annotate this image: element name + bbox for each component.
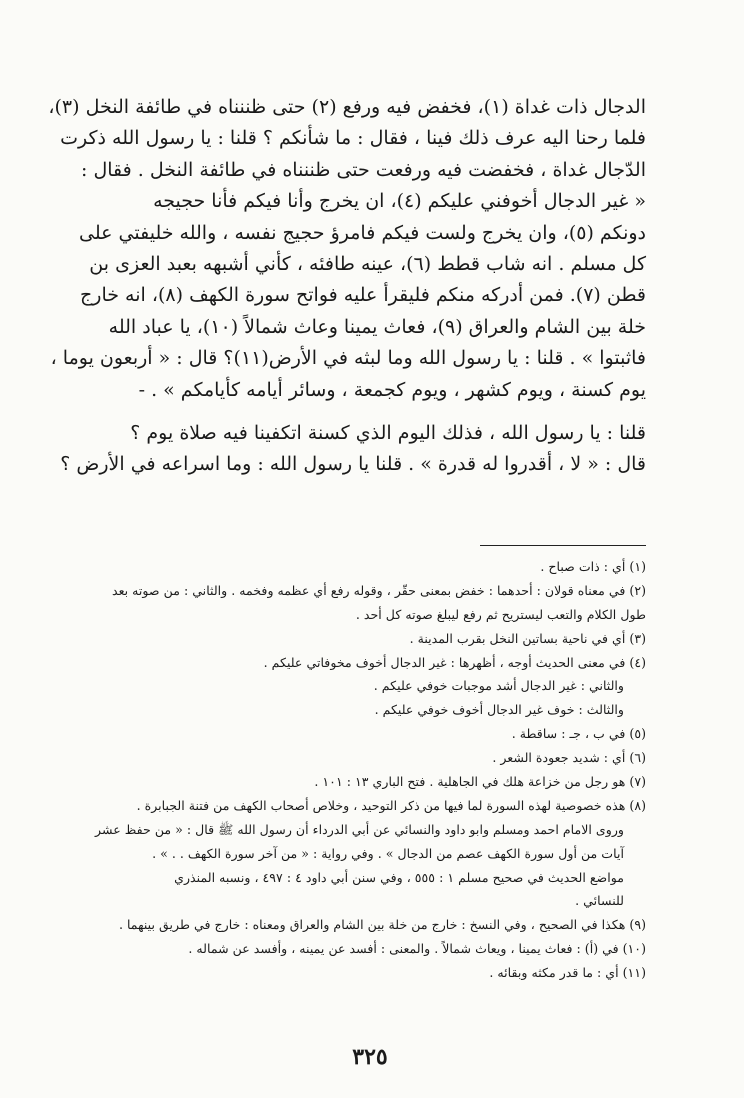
page-number: ٣٢٥: [352, 1044, 388, 1070]
text-line: الدّجال غداة ، فخفضت فيه ورفعت حتى ظننناه في طائفة النخل . فقال :: [81, 158, 646, 181]
text-line: يوم كسنة ، ويوم كشهر ، ويوم كجمعة ، وسائر أيامه كأيامكم » . -: [138, 378, 646, 401]
footnote-line: طول الكلام والتعب ليستريح ثم رفع ليبلغ صوته كل أحد .: [355, 606, 646, 622]
footnote-line: (٤) في معنى الحديث أوجه ، أظهرها : غير الدجال أخوف مخوفاتي عليكم .: [263, 654, 646, 670]
footnote-line: (١) أي : ذات صباح .: [540, 559, 646, 574]
footnote-line: للنسائي .: [575, 893, 624, 909]
footnote-line: والثالث : خوف غير الدجال أخوف خوفي عليكم .: [374, 702, 624, 718]
text-line: كل مسلم . انه شاب قطط (٦)، عينه طافئه ، كأني أشبهه بعبد العزى بن: [89, 252, 646, 275]
paragraph-break: [90, 406, 646, 418]
footnote-line: وروى الامام احمد ومسلم وابو داود والنسائي عن أبي الدرداء أن رسول الله ﷺ قال : « من حفظ عشر: [95, 821, 624, 837]
footnote-line: (٢) في معناه قولان : أحدهما : خفض بمعنى حقّر ، وقوله رفع أي عظمه وفخمه . والثاني : من صوته بعد: [111, 582, 646, 598]
text-line: فلما رحنا اليه عرف ذلك فينا ، فقال : ما شأنكم ؟ قلنا : يا رسول الله ذكرت: [60, 127, 646, 150]
footnote-line: (٧) هو رجل من خزاعة هلك في الجاهلية . فتح الباري ١٣ : ١٠١ .: [314, 774, 646, 790]
footnote-line: (٨) هذه خصوصية لهذه السورة لما فيها من ذكر التوحيد ، وخلاص أصحاب الكهف من فتنة الجبابرة .: [136, 797, 646, 813]
text-line: الدجال ذات غداة (١)، فخفض فيه ورفع (٢) حتى ظننناه في طائفة النخل (٣)،: [48, 96, 646, 118]
text-line: قال : « لا ، أقدروا له قدرة » . قلنا يا رسول الله : وما اسراعه في الأرض ؟: [60, 453, 646, 476]
main-text: [48, 92, 646, 481]
text-line: خلة بين الشام والعراق (٩)، فعاث يمينا وعاث شمالاً (١٠)، يا عباد الله: [108, 315, 646, 338]
footnote-line: والثاني : غير الدجال أشد موجبات خوفي عليكم .: [373, 678, 624, 694]
text-line: قطن (٧). فمن أدركه منكم فليقرأ عليه فواتح سورة الكهف (٨)، انه خارج: [80, 284, 646, 307]
text-line: فاثبتوا » . قلنا : يا رسول الله وما لبثه في الأرض(١١)؟ قال : « أربعون يوما ،: [50, 347, 646, 370]
footnote-line: (٦) أي : شديد جعودة الشعر .: [492, 750, 646, 766]
footnote-line: آيات من أول سورة الكهف عصم من الدجال » . وفي رواية : « من آخر سورة الكهف . . » .: [152, 845, 624, 861]
footnote-line: (٣) أي في ناحية بساتين النخل بقرب المدينة .: [409, 630, 646, 646]
text-line: دونكم (٥)، وان يخرج ولست فيكم فامرؤ حجيج نفسه ، والله خليفتي على: [79, 221, 646, 244]
footnote-line: (١٠) في (أ) : فعاث يمينا ، ويعاث شمالاً . والمعنى : أفسد عن يمينه ، وأفسد عن شماله .: [188, 941, 646, 957]
footnotes: [86, 555, 646, 985]
footnote-line: (٩) هكذا في الصحيح ، وفي النسخ : خارج من خلة بين الشام والعراق ومعناه : خارج في طريق بينهما .: [118, 917, 646, 933]
footnote-separator: [480, 545, 646, 546]
footnote-line: (١١) أي : ما قدر مكثه وبقائه .: [489, 965, 646, 981]
footnote-line: مواضع الحديث في صحيح مسلم ١ : ٥٥٥ ، وفي سنن أبي داود ٤ : ٤٩٧ ، ونسبه المنذري: [174, 869, 624, 885]
text-line: قلنا : يا رسول الله ، فذلك اليوم الذي كسنة اتكفينا فيه صلاة يوم ؟: [130, 421, 646, 444]
text-line: « غير الدجال أخوفني عليكم (٤)، ان يخرج وأنا فيكم فأنا حجيجه: [153, 190, 646, 213]
footnote-line: (٥) في ب ، جـ : ساقطة .: [511, 726, 646, 742]
